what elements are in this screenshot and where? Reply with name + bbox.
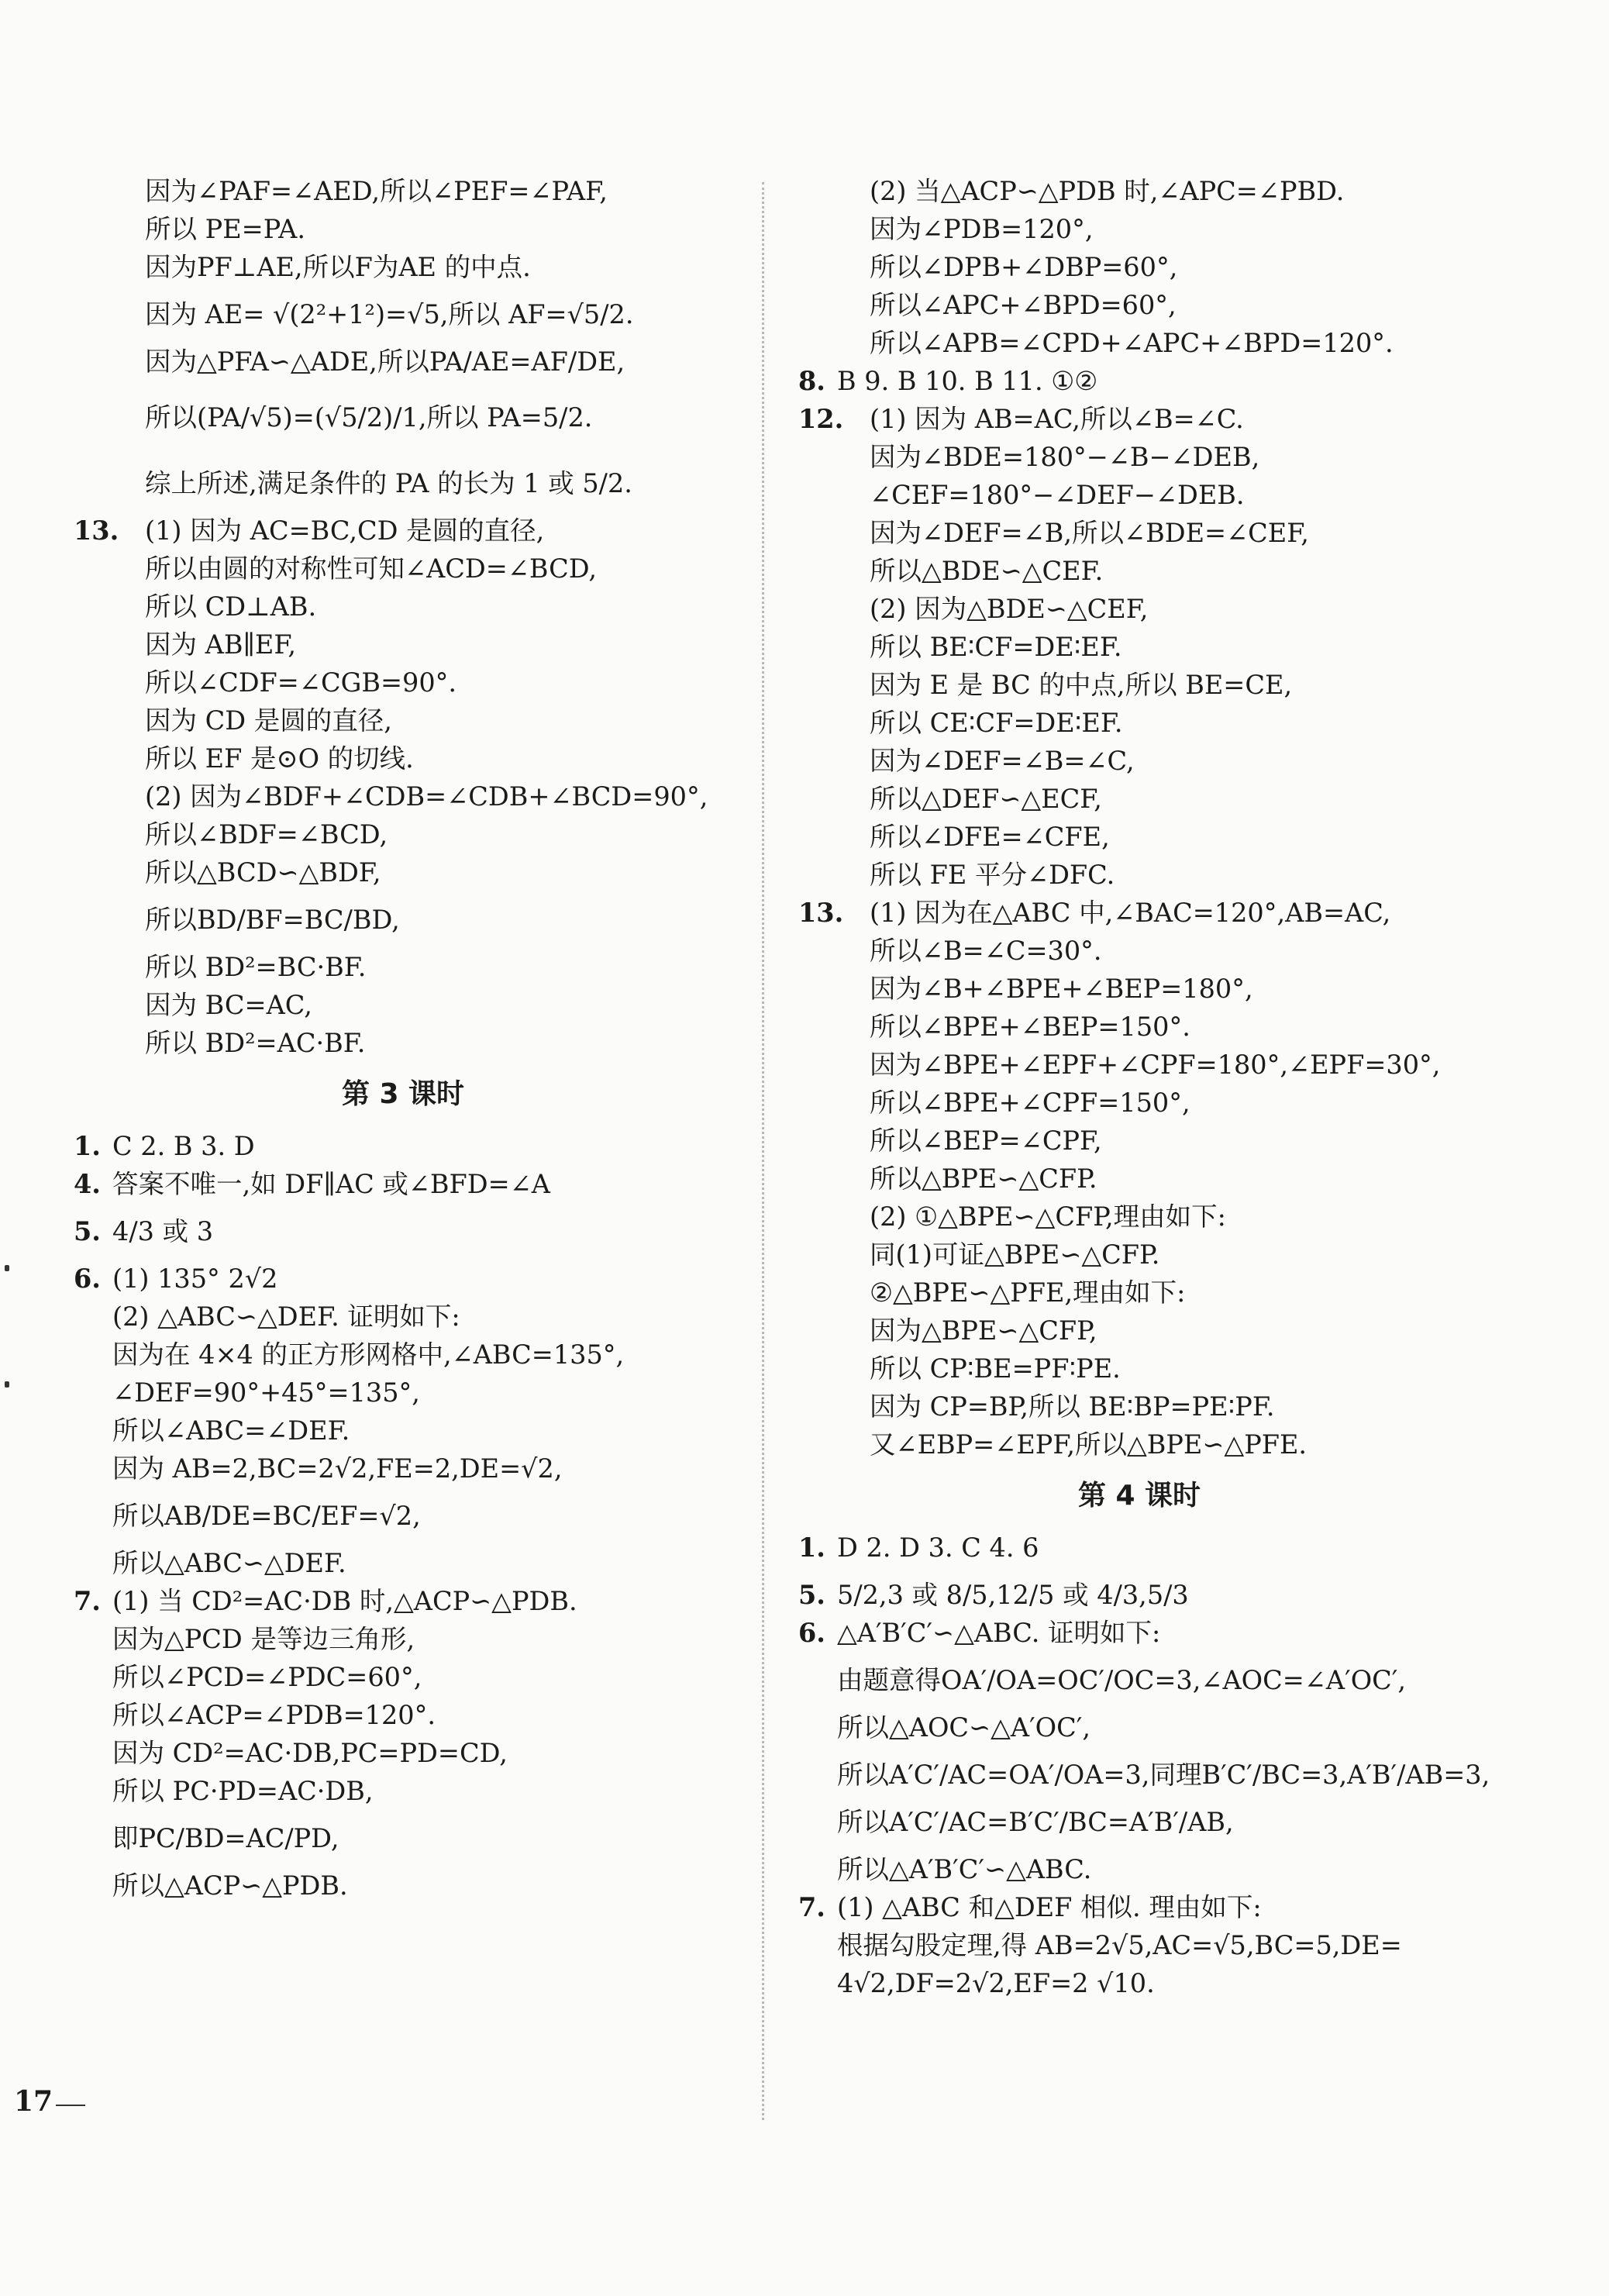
- answer-line: [798, 666, 1480, 704]
- answer-text: C 2. B 3. D: [112, 1131, 255, 1161]
- answer-line: [74, 172, 732, 210]
- answer-line: [74, 777, 732, 815]
- answer-text: 因为∠PDB=120°,: [870, 214, 1094, 244]
- answer-line: [74, 626, 732, 664]
- answer-text: 因为∠PAF=∠AED,所以∠PEF=∠PAF,: [145, 176, 608, 206]
- answer-text: 所以 PE=PA.: [145, 214, 306, 244]
- answer-line: [74, 664, 732, 702]
- answer-text: 所以∠BPE+∠CPF=150°,: [870, 1088, 1190, 1118]
- answer-text: 4√2,DF=2√2,EF=2 √10.: [837, 1968, 1155, 1998]
- answer-line: [74, 464, 732, 502]
- answer-text: 所以∠APB=∠CPD+∠APC+∠BPD=120°.: [870, 328, 1394, 358]
- answer-text: 所以△DEF∽△ECF,: [870, 784, 1102, 814]
- answer-line: [798, 286, 1480, 324]
- answer-text: (2) 因为∠BDF+∠CDB=∠CDB+∠BCD=90°,: [145, 781, 708, 812]
- answer-line: [798, 1008, 1480, 1046]
- question-number: 5.: [798, 1580, 825, 1610]
- answer-line: [74, 1696, 732, 1734]
- answer-text: 因为△PFA∽△ADE,所以PA/AE=AF/DE,: [145, 346, 625, 377]
- answer-line: [74, 702, 732, 739]
- answer-line: [798, 780, 1480, 818]
- question-number: 1.: [74, 1131, 101, 1161]
- answer-text: (2) 当△ACP∽△PDB 时,∠APC=∠PBD.: [870, 176, 1345, 206]
- answer-line: [798, 172, 1480, 210]
- answer-text: 因为 E 是 BC 的中点,所以 BE=CE,: [870, 670, 1293, 700]
- left-column: [74, 172, 732, 1905]
- answer-line: [798, 1850, 1480, 1888]
- answer-text: (1) 因为 AB=AC,所以∠B=∠C.: [870, 404, 1244, 434]
- question-number: 6.: [798, 1618, 825, 1648]
- answer-line: [74, 1336, 732, 1374]
- answer-text: 所以∠CDF=∠CGB=90°.: [145, 667, 457, 698]
- section-heading: 第 4 课时: [1077, 1480, 1201, 1512]
- answer-line: [74, 815, 732, 853]
- answer-text: 所以由圆的对称性可知∠ACD=∠BCD,: [145, 553, 598, 584]
- answer-text: (2) 因为△BDE∽△CEF,: [870, 594, 1149, 624]
- question-number: 1.: [798, 1532, 825, 1563]
- answer-text: 因为 AB∥EF,: [145, 629, 297, 660]
- answer-text: 所以∠PCD=∠PDC=60°,: [112, 1662, 422, 1692]
- answer-line: [74, 1450, 732, 1488]
- answer-text: 所以∠ACP=∠PDB=120°.: [112, 1700, 436, 1730]
- answer-line: [74, 1867, 732, 1905]
- answer-line: [798, 932, 1480, 970]
- answer-line: [74, 343, 732, 381]
- answer-text: △A′B′C′∽△ABC. 证明如下:: [837, 1618, 1161, 1648]
- answer-text: ∠DEF=90°+45°=135°,: [112, 1377, 420, 1408]
- answer-line: [798, 1708, 1480, 1746]
- page-number: 17: [14, 2085, 53, 2118]
- answer-line: [74, 948, 732, 986]
- answer-text: 综上所述,满足条件的 PA 的长为 1 或 5/2.: [145, 468, 632, 498]
- answer-text: 所以 BD²=BC·BF.: [145, 952, 367, 982]
- answer-text: (1) 135° 2√2: [112, 1263, 278, 1294]
- answer-line: [798, 210, 1480, 248]
- answer-text: D 2. D 3. C 4. 6: [837, 1532, 1039, 1563]
- answer-line: [798, 1756, 1490, 1794]
- answer-text: 所以△AOC∽△A′OC′,: [837, 1712, 1091, 1743]
- answer-text: 因为 CP=BP,所以 BE∶BP=PE∶PF.: [870, 1391, 1275, 1422]
- answer-text: 所以△BDE∽△CEF.: [870, 556, 1104, 586]
- question-number: 13.: [798, 898, 844, 928]
- answer-text: 所以∠BPE+∠BEP=150°.: [870, 1012, 1190, 1042]
- question-number: 13.: [74, 515, 119, 546]
- answer-text: 因为∠DEF=∠B=∠C,: [870, 746, 1135, 776]
- answer-line: [798, 1388, 1480, 1426]
- answer-text: 所以 PC·PD=AC·DB,: [112, 1776, 374, 1806]
- answer-line: [798, 1084, 1480, 1122]
- answer-text: (2) △ABC∽△DEF. 证明如下:: [112, 1301, 460, 1332]
- answer-text: 因为△BPE∽△CFP,: [870, 1315, 1097, 1346]
- answer-text: 因为 CD 是圆的直径,: [145, 705, 392, 736]
- answer-text: 因为∠B+∠BPE+∠BEP=180°,: [870, 974, 1253, 1004]
- answer-text: 因为 BC=AC,: [145, 990, 312, 1020]
- answer-line: [74, 739, 732, 777]
- answer-line: [798, 1964, 1480, 2002]
- answer-line: [798, 894, 1480, 932]
- answer-text: 根据勾股定理,得 AB=2√5,AC=√5,BC=5,DE=: [837, 1930, 1402, 1960]
- answer-line: [74, 588, 732, 626]
- answer-text: 因为在 4×4 的正方形网格中,∠ABC=135°,: [112, 1339, 625, 1370]
- answer-line: [798, 856, 1480, 894]
- column-divider: [762, 182, 764, 2120]
- answer-text: 所以△BCD∽△BDF,: [145, 857, 381, 888]
- answer-line: [74, 901, 732, 939]
- answer-text: 因为∠DEF=∠B,所以∠BDE=∠CEF,: [870, 518, 1309, 548]
- answer-line: [798, 1576, 1480, 1614]
- answer-text: 所以BD/BF=BC/BD,: [145, 905, 400, 935]
- answer-text: 所以△ABC∽△DEF.: [112, 1548, 346, 1578]
- answer-line: [74, 512, 732, 550]
- answer-line: [74, 1127, 732, 1165]
- answer-line: [798, 1888, 1480, 1926]
- answer-text: 所以 CD⊥AB.: [145, 591, 317, 622]
- answer-text: 所以∠BDF=∠BCD,: [145, 819, 388, 850]
- answer-text: 所以 CE∶CF=DE∶EF.: [870, 708, 1123, 738]
- answer-line: [74, 210, 732, 248]
- answer-line: [74, 1024, 732, 1062]
- answer-line: [798, 1350, 1480, 1388]
- answer-line: [74, 1658, 732, 1696]
- answer-text: 所以 FE 平分∠DFC.: [870, 860, 1115, 890]
- answer-text: 所以∠DFE=∠CFE,: [870, 822, 1110, 852]
- answer-text: 因为PF⊥AE,所以F为AE 的中点.: [145, 252, 531, 282]
- answer-line: [798, 704, 1480, 742]
- answer-text: 又∠EBP=∠EPF,所以△BPE∽△PFE.: [870, 1429, 1308, 1460]
- answer-line: [74, 986, 732, 1024]
- answer-text: ∠CEF=180°−∠DEF−∠DEB.: [870, 480, 1245, 510]
- question-number: 6.: [74, 1263, 101, 1294]
- answer-line: [798, 514, 1480, 552]
- answer-line: [798, 1274, 1480, 1312]
- answer-line: [798, 1426, 1480, 1463]
- answer-text: (1) △ABC 和△DEF 相似. 理由如下:: [837, 1892, 1262, 1922]
- answer-text: 由题意得OA′/OA=OC′/OC=3,∠AOC=∠A′OC′,: [837, 1665, 1407, 1695]
- answer-text: 所以AB/DE=BC/EF=√2,: [112, 1501, 421, 1531]
- answer-line: [798, 362, 1480, 400]
- answer-line: [798, 438, 1480, 476]
- answer-line: [798, 1312, 1480, 1350]
- answer-line: [798, 400, 1480, 438]
- section-heading: 第 3 课时: [341, 1078, 465, 1110]
- answer-text: 因为 AE= √(2²+1²)=√5,所以 AF=√5/2.: [145, 299, 634, 329]
- answer-text: 所以△ACP∽△PDB.: [112, 1870, 348, 1901]
- answer-text: 因为 AB=2,BC=2√2,FE=2,DE=√2,: [112, 1453, 563, 1484]
- answer-line: [798, 742, 1480, 780]
- answer-line: [74, 381, 732, 455]
- answer-text: 所以∠B=∠C=30°.: [870, 936, 1102, 966]
- answer-line: [74, 1544, 732, 1582]
- answer-line: [74, 1165, 732, 1203]
- answer-line: [74, 295, 732, 333]
- answer-line: [798, 590, 1480, 628]
- answer-line: [74, 1412, 732, 1450]
- answer-text: 所以 EF 是⊙O 的切线.: [145, 743, 414, 774]
- answer-text: (1) 当 CD²=AC·DB 时,△ACP∽△PDB.: [112, 1586, 577, 1616]
- question-number: 7.: [74, 1586, 101, 1616]
- answer-text: 所以 BD²=AC·BF.: [145, 1028, 366, 1058]
- answer-line: [798, 1661, 1480, 1699]
- answer-text: 所以∠DPB+∠DBP=60°,: [870, 252, 1178, 282]
- scan-mark: [5, 1381, 9, 1388]
- answer-line: [798, 1046, 1480, 1084]
- answer-line: [798, 1236, 1480, 1274]
- answer-text: 所以 BE∶CF=DE∶EF.: [870, 632, 1122, 662]
- answer-text: 所以 CP∶BE=PF∶PE.: [870, 1353, 1121, 1384]
- answer-line: [74, 248, 732, 286]
- answer-text: B 9. B 10. B 11. ①②: [837, 366, 1098, 396]
- answer-line: [798, 1198, 1480, 1236]
- answer-line: [798, 1122, 1480, 1160]
- scan-mark: [5, 1265, 9, 1271]
- answer-text: 因为 CD²=AC·DB,PC=PD=CD,: [112, 1738, 508, 1768]
- answer-line: [798, 1614, 1480, 1652]
- question-number: 4.: [74, 1169, 101, 1199]
- answer-text: 4/3 或 3: [112, 1216, 214, 1246]
- question-number: 5.: [74, 1216, 101, 1246]
- answer-line: [74, 1734, 732, 1772]
- answer-text: 同(1)可证△BPE∽△CFP.: [870, 1239, 1160, 1270]
- answer-text: ②△BPE∽△PFE,理由如下:: [870, 1277, 1186, 1308]
- answer-text: (1) 因为 AC=BC,CD 是圆的直径,: [145, 515, 545, 546]
- answer-line: [798, 1529, 1480, 1567]
- answer-line: [798, 970, 1480, 1008]
- answer-line: [798, 476, 1480, 514]
- answer-line: [798, 552, 1480, 590]
- answer-text: 即PC/BD=AC/PD,: [112, 1823, 339, 1853]
- question-number: 12.: [798, 404, 844, 434]
- answer-text: 因为△PCD 是等边三角形,: [112, 1624, 415, 1654]
- answer-line: [798, 1926, 1480, 1964]
- answer-line: [74, 550, 732, 588]
- answer-line: [74, 1212, 732, 1250]
- answer-text: 所以∠APC+∠BPD=60°,: [870, 290, 1177, 320]
- answer-text: 5/2,3 或 8/5,12/5 或 4/3,5/3: [837, 1580, 1189, 1610]
- answer-line: [74, 1819, 732, 1857]
- answer-line: [798, 818, 1480, 856]
- question-number: 8.: [798, 366, 825, 396]
- answer-text: 所以(PA/√5)=(√5/2)/1,所以 PA=5/2.: [145, 402, 593, 433]
- answer-text: 因为∠BPE+∠EPF+∠CPF=180°,∠EPF=30°,: [870, 1050, 1441, 1080]
- answer-line: [798, 628, 1480, 666]
- question-number: 7.: [798, 1892, 825, 1922]
- answer-line: [798, 248, 1480, 286]
- answer-text: 所以∠BEP=∠CPF,: [870, 1126, 1102, 1156]
- answer-line: [74, 1260, 732, 1298]
- answer-text: (1) 因为在△ABC 中,∠BAC=120°,AB=AC,: [870, 898, 1391, 928]
- answer-text: 因为∠BDE=180°−∠B−∠DEB,: [870, 442, 1260, 472]
- answer-line: [74, 1374, 732, 1412]
- answer-line: [74, 1582, 732, 1620]
- answer-text: 答案不唯一,如 DF∥AC 或∠BFD=∠A: [112, 1169, 550, 1199]
- answer-line: [74, 853, 732, 891]
- answer-text: 所以∠ABC=∠DEF.: [112, 1415, 350, 1446]
- answer-text: 所以A′C′/AC=B′C′/BC=A′B′/AB,: [837, 1807, 1234, 1837]
- answer-text: 所以△BPE∽△CFP.: [870, 1164, 1097, 1194]
- right-column: [798, 172, 1490, 2002]
- answer-text: 所以A′C′/AC=OA′/OA=3,同理B′C′/BC=3,A′B′/AB=3,: [837, 1760, 1490, 1790]
- answer-text: (2) ①△BPE∽△CFP,理由如下:: [870, 1201, 1226, 1232]
- answer-text: 所以△A′B′C′∽△ABC.: [837, 1854, 1092, 1884]
- answer-line: [74, 1772, 732, 1810]
- answer-line: [798, 1160, 1480, 1198]
- answer-line: [74, 1620, 732, 1658]
- answer-line: [798, 1803, 1480, 1841]
- answer-line: [74, 1298, 732, 1336]
- page-number-rule: [56, 2105, 85, 2106]
- answer-line: [74, 1497, 732, 1535]
- answer-line: [798, 324, 1480, 362]
